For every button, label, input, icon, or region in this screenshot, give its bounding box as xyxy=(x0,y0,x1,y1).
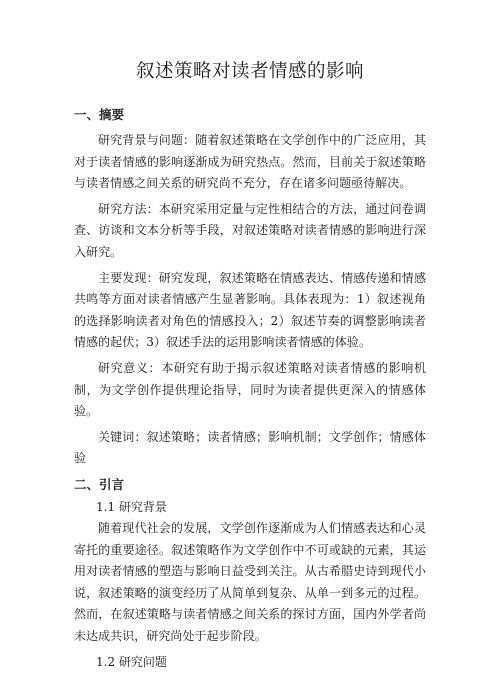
abstract-findings-paragraph: 主要发现：研究发现，叙述策略在情感表达、情感传递和情感共鸣等方面对读者情感产生显著影响。具体表现为：1）叙述视角的选择影响读者对角色的情感投入；2）叙述节奏的调整影响读者情感的起伏；3）叙述手法的运用影响读者情感的体验。 xyxy=(74,270,426,350)
abstract-background-paragraph: 研究背景与问题：随着叙述策略在文学创作中的广泛应用，其对于读者情感的影响逐渐成为研究热点。然而，目前关于叙述策略与读者情感之间关系的研究尚不充分，存在诸多问题亟待解决。 xyxy=(74,133,426,191)
subsection-heading-background: 1.1 研究背景 xyxy=(96,499,167,514)
subsection-heading-questions: 1.2 研究问题 xyxy=(96,655,167,670)
section-heading-abstract: 一、摘要 xyxy=(74,107,125,122)
abstract-significance-paragraph: 研究意义：本研究有助于揭示叙述策略对读者情感的影响机制，为文学创作提供理论指导，同时为读者提供更深入的情感体验。 xyxy=(74,360,426,419)
abstract-method-paragraph: 研究方法：本研究采用定量与定性相结合的方法，通过问卷调查、访谈和文本分析等手段，对叙述策略对读者情感的影响进行深入研究。 xyxy=(74,201,426,259)
document-title: 叙述策略对读者情感的影响 xyxy=(135,61,364,82)
keywords-paragraph: 关键词：叙述策略；读者情感；影响机制；文学创作；情感体验 xyxy=(74,429,426,466)
intro-background-paragraph: 随着现代社会的发展，文学创作逐渐成为人们情感表达和心灵寄托的重要途径。叙述策略作为文学创作中不可或缺的元素，其运用对读者情感的塑造与影响日益受到关注。从古希腊史诗到现代小说，叙述策略的演变经历了从简单到复杂、从单一到多元的过程。然而，在叙述策略与读者情感之间关系的探讨方面，国内外学者尚未达成共识，研究尚处于起步阶段。 xyxy=(74,520,426,643)
section-heading-intro: 二、引言 xyxy=(74,476,125,492)
